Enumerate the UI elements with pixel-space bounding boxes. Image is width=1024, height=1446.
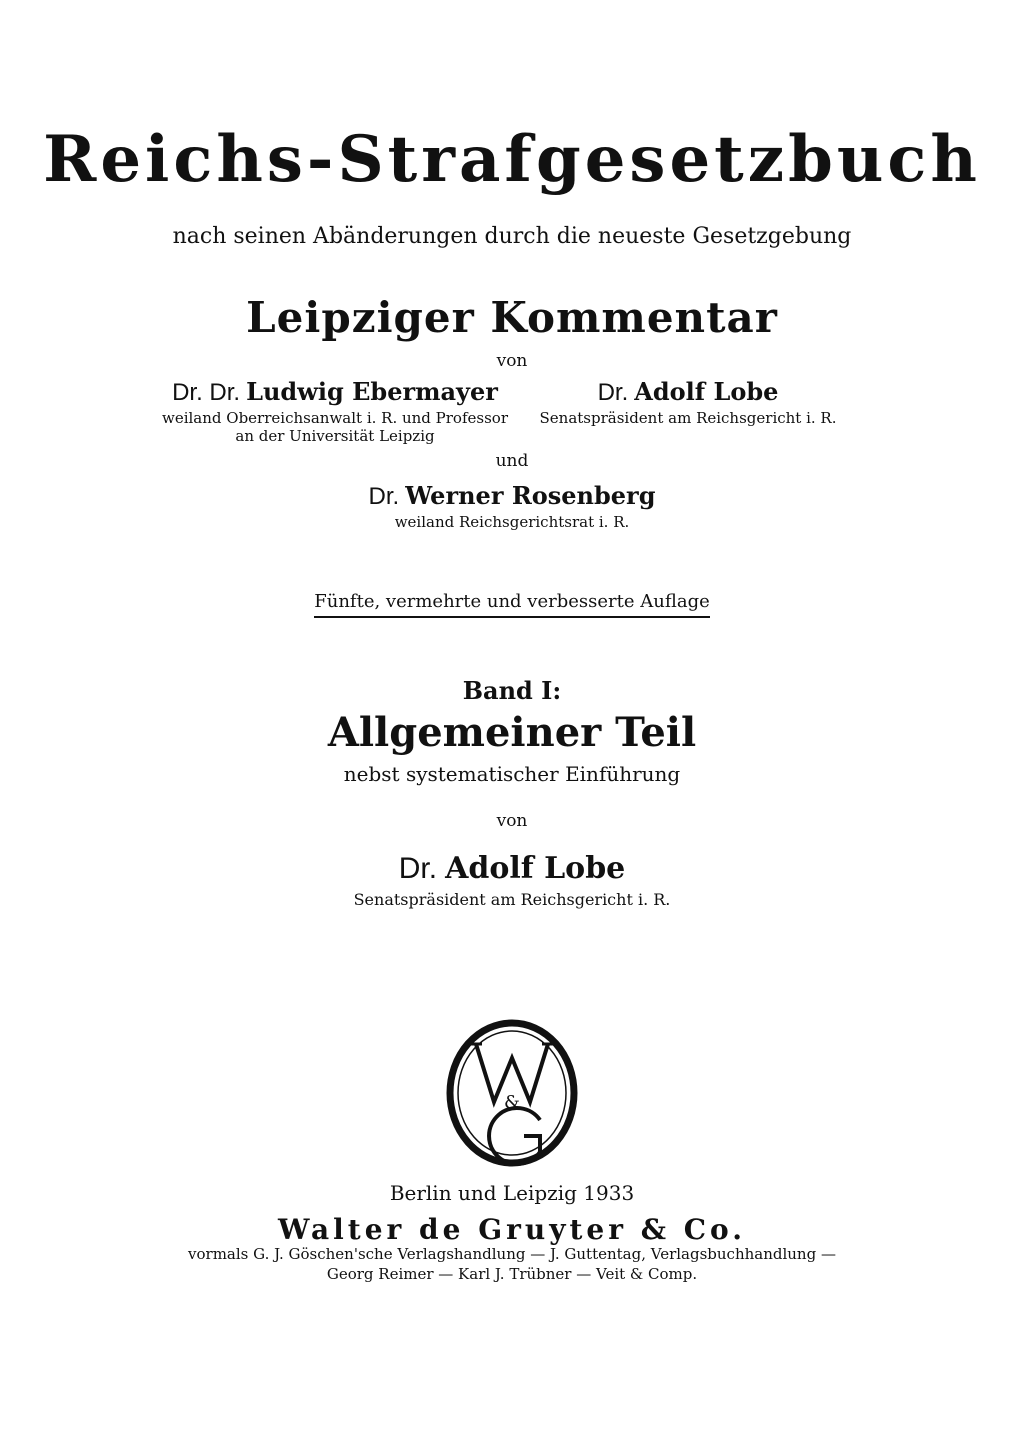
- volume-subtitle: nebst systematischer Einführung: [343, 762, 681, 786]
- author-lobe-role: Senatspräsident am Reichsgericht i. R.: [539, 409, 837, 427]
- former-publishers-line-1: vormals G. J. Göschen'sche Verlagshandlung — J. Guttentag, Verlagsbuchhandlung —: [188, 1245, 836, 1263]
- author-ebermayer-name-line: [130, 376, 540, 409]
- publisher-name: Walter de Gruyter & Co.: [278, 1213, 746, 1246]
- author-rosenberg-role: weiland Reichsgerichtsrat i. R.: [394, 513, 630, 531]
- volume-von-label: von: [496, 811, 528, 831]
- author-ebermayer-name: Ludwig Ebermayer: [246, 377, 498, 406]
- book-title: Reichs-Strafgesetzbuch: [43, 122, 981, 197]
- und-label: und: [495, 451, 529, 471]
- von-label: von: [496, 351, 528, 371]
- volume-author-prefix: Dr.: [398, 852, 438, 885]
- volume-author-name: Adolf Lobe: [445, 851, 626, 886]
- author-ebermayer-role-2: an der Universität Leipzig: [235, 427, 435, 445]
- publisher-logo-icon: [442, 1016, 582, 1170]
- author-ebermayer-prefix: Dr. Dr.: [172, 379, 241, 406]
- author-ebermayer: [130, 376, 540, 445]
- author-lobe-name-line: [528, 376, 848, 409]
- edition-text: Fünfte, vermehrte und verbesserte Auflage: [314, 590, 710, 618]
- author-lobe: [528, 376, 848, 427]
- svg-text:&: &: [504, 1092, 521, 1113]
- author-lobe-name: Adolf Lobe: [634, 377, 779, 406]
- volume-author: [0, 850, 1024, 888]
- author-ebermayer-role-1: weiland Oberreichsanwalt i. R. und Professor: [162, 409, 508, 427]
- author-lobe-prefix: Dr.: [597, 379, 629, 406]
- author-rosenberg: [0, 480, 1024, 531]
- commentary-title: Leipziger Kommentar: [246, 293, 778, 342]
- former-publishers-line-2: Georg Reimer — Karl J. Trübner — Veit & Comp.: [326, 1265, 698, 1283]
- book-subtitle: nach seinen Abänderungen durch die neueste Gesetzgebung: [172, 224, 852, 249]
- edition-line: [0, 590, 1024, 618]
- author-rosenberg-name-line: [0, 480, 1024, 513]
- author-rosenberg-name: Werner Rosenberg: [405, 481, 656, 510]
- volume-title: Allgemeiner Teil: [327, 709, 697, 756]
- publisher-logo: [442, 1016, 582, 1170]
- volume-label: Band I:: [462, 676, 562, 705]
- volume-author-role: Senatspräsident am Reichsgericht i. R.: [353, 890, 671, 909]
- author-rosenberg-prefix: Dr.: [368, 483, 400, 510]
- place-year: Berlin und Leipzig 1933: [389, 1181, 635, 1205]
